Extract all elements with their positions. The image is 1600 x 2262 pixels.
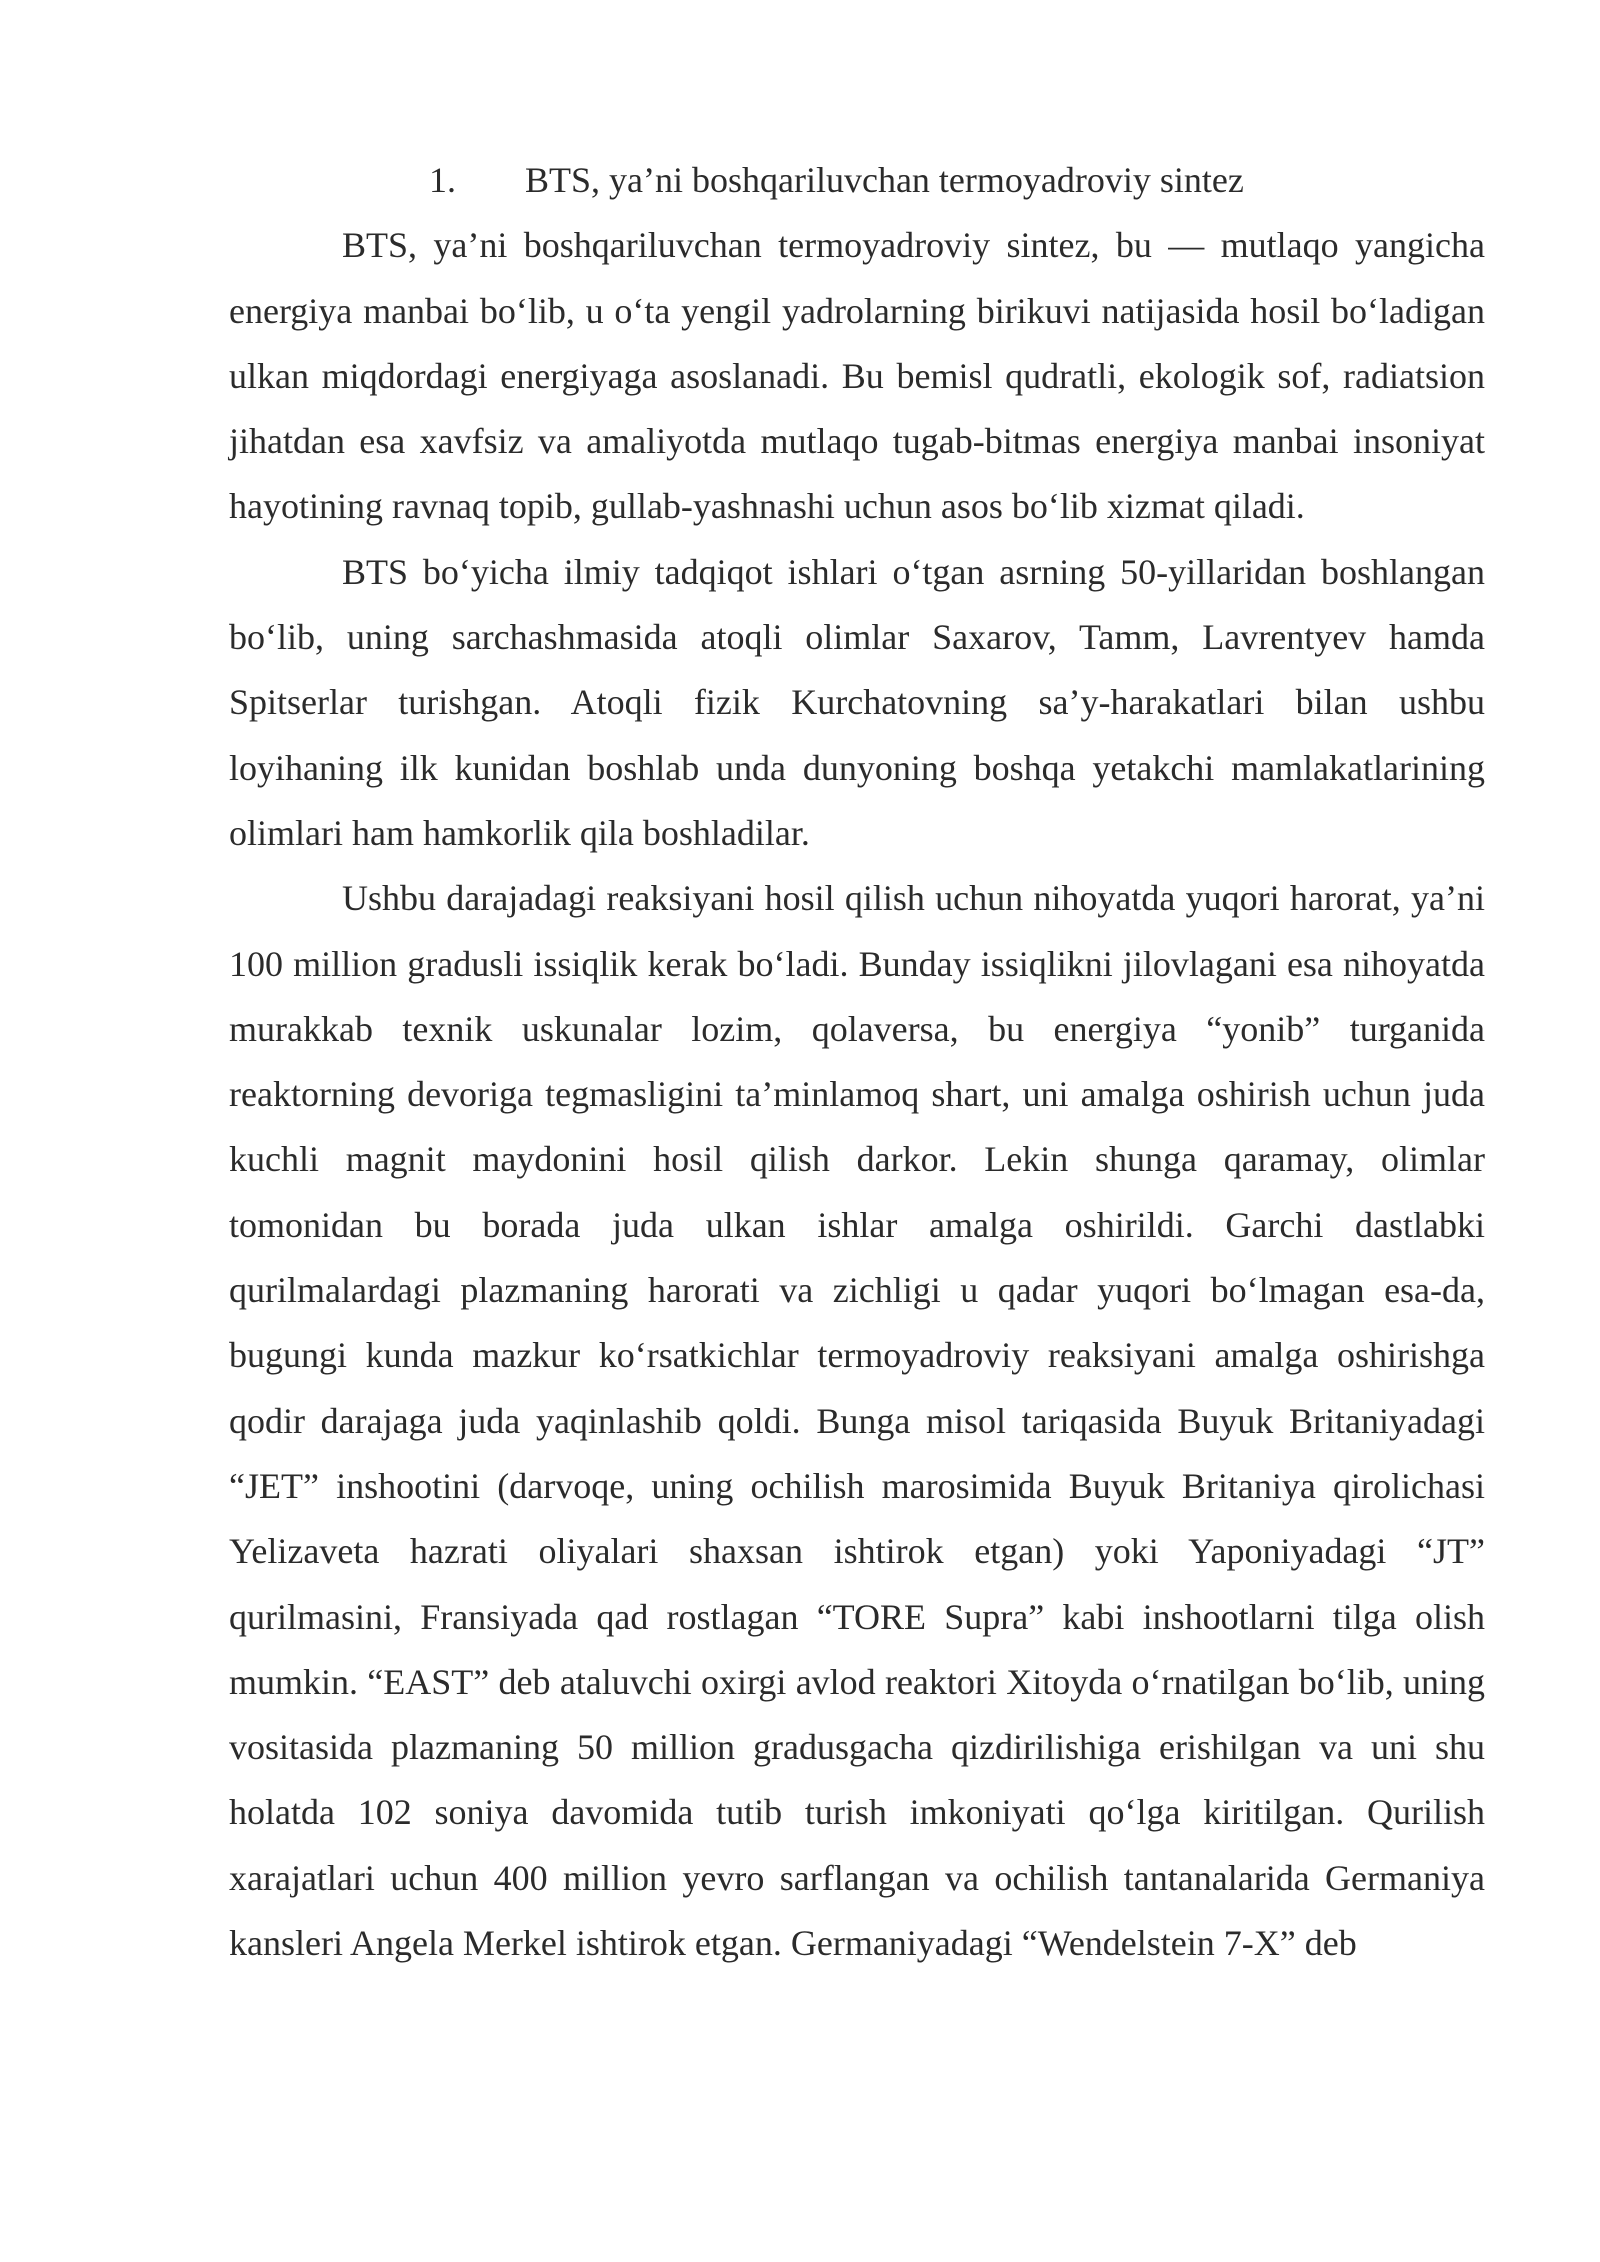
- section-heading: [229, 148, 1485, 213]
- paragraph-1: BTS, ya’ni boshqariluvchan termoyadroviy sintez, bu — mutlaqo yangicha energiya manbai bo‘lib, u o‘ta yengil yadrolarning birikuvi natijasida hosil bo‘ladigan ulkan miqdordagi energiyaga asoslanadi. Bu bemisl qudratli, ekologik sof, radiatsion jihatdan esa xavfsiz va amaliyotda mutlaqo tugab-bitmas energiya manbai insoniyat hayotining ravnaq topib, gullab-yashnashi uchun asos bo‘lib xizmat qiladi.: [229, 225, 1485, 527]
- section-number: 1.: [429, 160, 456, 200]
- paragraph-2: BTS bo‘yicha ilmiy tadqiqot ishlari o‘tgan asrning 50-yillaridan boshlangan bo‘lib, uning sarchashmasida atoqli olimlar Saxarov, Tamm, Lavrentyev hamda Spitserlar turishgan. Atoqli fizik Kurchatovning sa’y-harakatlari bilan ushbu loyihaning ilk kunidan boshlab unda dunyoning boshqa yetakchi mamlakatlarining olimlari ham hamkorlik qila boshladilar.: [229, 551, 1485, 853]
- document-body: [229, 148, 1485, 1976]
- section-title: BTS, ya’ni boshqariluvchan termoyadroviy sintez: [525, 160, 1244, 200]
- paragraph-3: Ushbu darajadagi reaksiyani hosil qilish uchun nihoyatda yuqori harorat, ya’ni 100 million gradusli issiqlik kerak bo‘ladi. Bunday issiqlikni jilovlagani esa nihoyatda murakkab texnik uskunalar lozim, qolaversa, bu energiya “yonib” turganida reaktorning devoriga tegmasligini ta’minlamoq shart, uni amalga oshirish uchun juda kuchli magnit maydonini hosil qilish darkor. Lekin shunga qaramay, olimlar tomonidan bu borada juda ulkan ishlar amalga oshirildi. Garchi dastlabki qurilmalardagi plazmaning harorati va zichligi u qadar yuqori bo‘lmagan esa-da, bugungi kunda mazkur ko‘rsatkichlar termoyadroviy reaksiyani amalga oshirishga qodir darajaga juda yaqinlashib qoldi. Bunga misol tariqasida Buyuk Britaniyadagi “JET” inshootini (darvoqe, uning ochilish marosimida Buyuk Britaniya qirolichasi Yelizaveta hazrati oliyalari shaxsan ishtirok etgan) yoki Yaponiyadagi “JT” qurilmasini, Fransiyada qad rostlagan “TORE Supra” kabi inshootlarni tilga olish mumkin. “EAST” deb ataluvchi oxirgi avlod reaktori Xitoyda o‘rnatilgan bo‘lib, uning vositasida plazmaning 50 million gradusgacha qizdirilishiga erishilgan va uni shu holatda 102 soniya davomida tutib turish imkoniyati qo‘lga kiritilgan. Qurilish xarajatlari uchun 400 million yevro sarflangan va ochilish tantanalarida Germaniya kansleri Angela Merkel ishtirok etgan. Germaniyadagi “Wendelstein 7-X” deb: [229, 878, 1485, 1964]
